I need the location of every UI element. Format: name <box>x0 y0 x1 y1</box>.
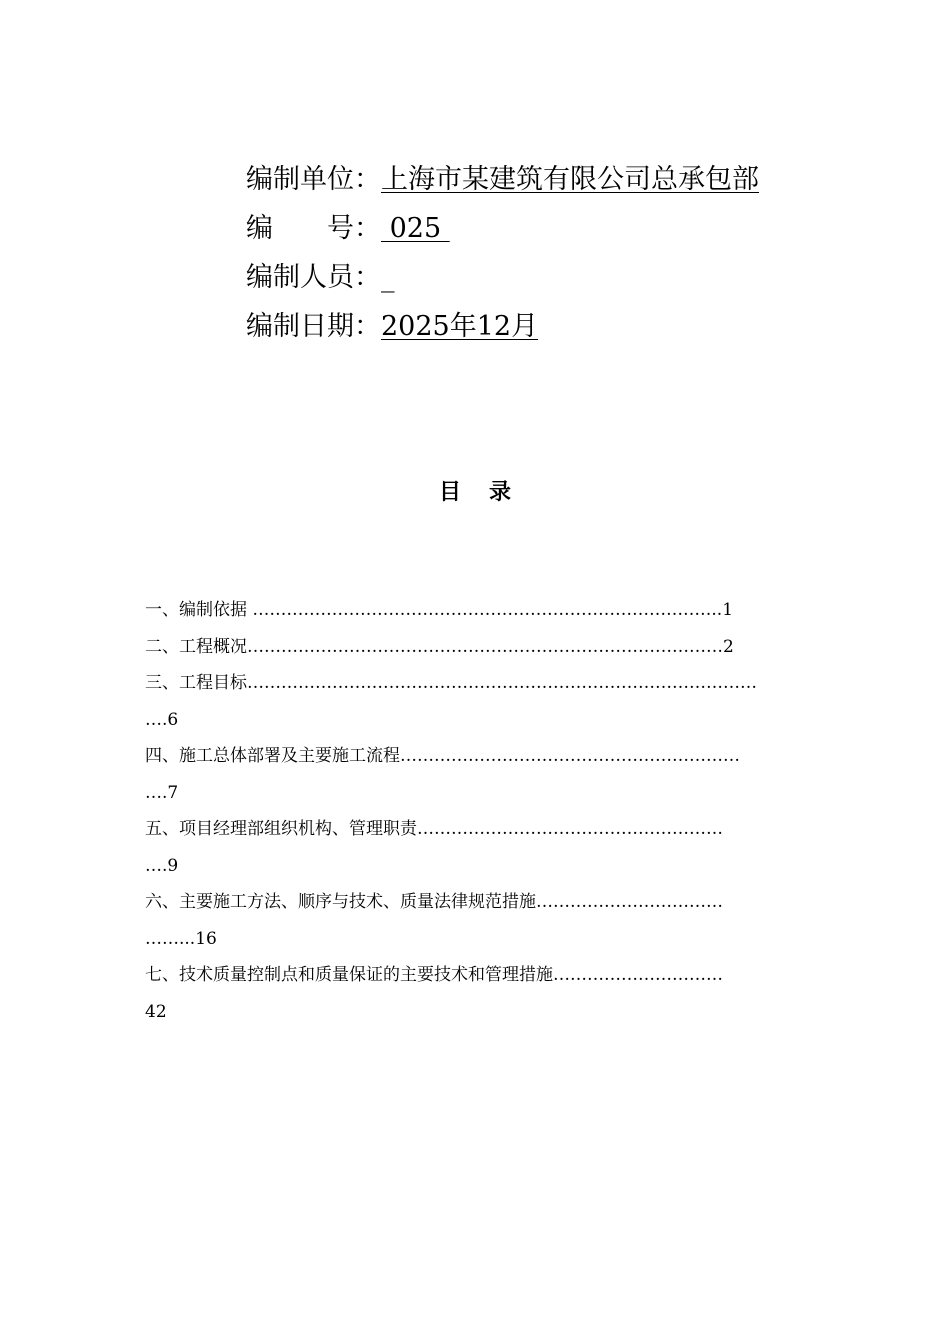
toc-line[interactable]: 三、工程目标……………………………………………………………………………… <box>145 673 757 693</box>
table-of-contents <box>145 592 807 1030</box>
toc-line[interactable]: ……...16 <box>145 928 217 949</box>
date-value: 2025年12月 <box>381 311 539 342</box>
date-row <box>246 302 846 351</box>
staff-row <box>246 253 846 302</box>
staff-label: 编制人员： <box>246 262 381 293</box>
toc-line[interactable]: ….6 <box>145 709 179 730</box>
number-value: 025 <box>381 213 450 244</box>
date-label: 编制日期： <box>246 311 381 342</box>
toc-line[interactable]: 五、项目经理部组织机构、管理职责……………………………………………… <box>145 819 723 839</box>
toc-line[interactable]: ….7 <box>145 782 179 803</box>
unit-label: 编制单位： <box>246 164 381 195</box>
unit-value: 上海市某建筑有限公司总承包部 <box>381 164 759 195</box>
staff-value: _ <box>381 262 395 293</box>
toc-line[interactable]: 42 <box>145 1001 167 1022</box>
unit-row <box>246 155 846 204</box>
document-info <box>246 155 846 351</box>
number-row <box>246 204 846 253</box>
toc-line[interactable]: 七、技术质量控制点和质量保证的主要技术和管理措施………………………… <box>145 965 723 985</box>
toc-line[interactable]: 一、编制依据 ………………………………………………………………………..1 <box>145 600 734 620</box>
toc-line[interactable]: 四、施工总体部署及主要施工流程…………………………………………………… <box>145 746 740 766</box>
toc-title: 目录 <box>438 479 539 505</box>
number-label: 编 号： <box>246 213 381 244</box>
toc-line[interactable]: 六、主要施工方法、顺序与技术、质量法律规范措施…………………………… <box>145 892 723 912</box>
toc-line[interactable]: ….9 <box>145 855 179 876</box>
toc-line[interactable]: 二、工程概况…………………………………………………………………………2 <box>145 636 734 657</box>
